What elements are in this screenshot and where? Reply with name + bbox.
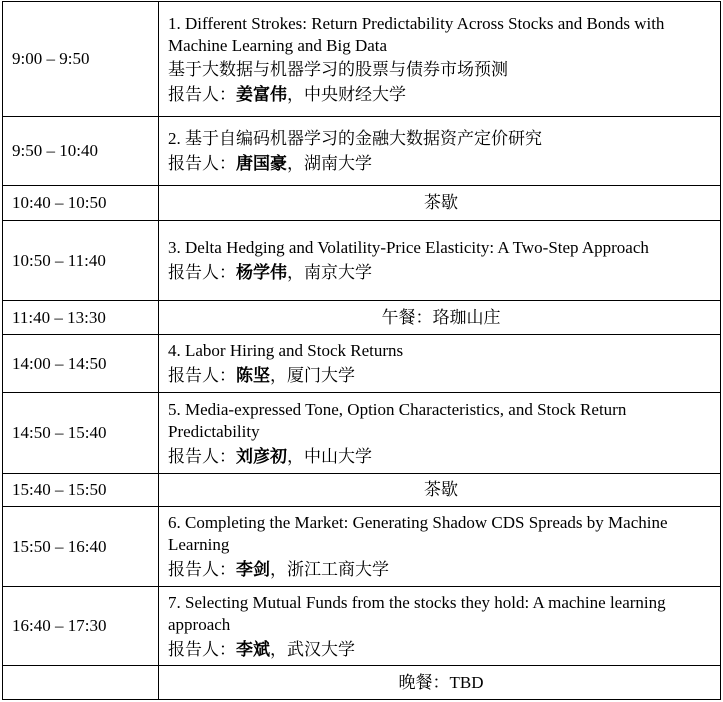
time-cell: 14:50 – 15:40 (3, 393, 159, 474)
speaker-line (168, 559, 714, 581)
talk-cell (159, 221, 721, 301)
speaker-name: 杨学伟 (236, 263, 287, 282)
time-cell: 15:40 – 15:50 (3, 474, 159, 507)
speaker-name: 李剑 (236, 560, 270, 579)
speaker-name: 姜富伟 (236, 84, 287, 104)
talk-title: 5. Media-expressed Tone, Option Characteristics, and Stock Return Predictability (168, 399, 627, 441)
speaker-name: 刘彦初 (236, 446, 287, 466)
talk-title: 3. Delta Hedging and Volatility-Price Elasticity: A Two-Step Approach (168, 238, 649, 257)
schedule-table (2, 1, 721, 700)
table-row (3, 2, 721, 117)
table-row (3, 666, 721, 700)
talk-cell (159, 2, 721, 117)
time-cell: 9:50 – 10:40 (3, 117, 159, 186)
talk-cell (159, 117, 721, 186)
speaker-name: 陈坚 (236, 366, 270, 385)
speaker-affiliation: ，中山大学 (287, 446, 372, 466)
speaker-prefix: 报告人： (168, 366, 236, 385)
speaker-affiliation: ，中央财经大学 (287, 84, 406, 104)
speaker-prefix: 报告人： (168, 560, 236, 579)
speaker-prefix: 报告人： (168, 84, 236, 104)
speaker-affiliation: ，浙江工商大学 (270, 560, 389, 579)
table-row (3, 507, 721, 587)
speaker-prefix: 报告人： (168, 153, 236, 173)
lunch-event: 午餐：珞珈山庄 (159, 301, 721, 335)
time-cell (3, 666, 159, 700)
speaker-line (168, 262, 714, 284)
talk-title: 1. Different Strokes: Return Predictability Across Stocks and Bonds with Machine Learning and Big Data (168, 13, 665, 55)
speaker-name: 李斌 (236, 639, 270, 659)
speaker-prefix: 报告人： (168, 446, 236, 466)
speaker-name: 唐国豪 (236, 153, 287, 173)
time-cell: 15:50 – 16:40 (3, 507, 159, 587)
time-cell: 10:50 – 11:40 (3, 221, 159, 301)
speaker-prefix: 报告人： (168, 639, 236, 659)
table-row (3, 186, 721, 221)
speaker-affiliation: ，湖南大学 (287, 153, 372, 173)
time-cell: 10:40 – 10:50 (3, 186, 159, 221)
talk-cell (159, 507, 721, 587)
speaker-affiliation: ，厦门大学 (270, 366, 355, 385)
table-row (3, 335, 721, 393)
time-cell: 11:40 – 13:30 (3, 301, 159, 335)
talk-cell (159, 587, 721, 666)
speaker-line (168, 84, 714, 106)
time-cell: 16:40 – 17:30 (3, 587, 159, 666)
speaker-line (168, 639, 714, 661)
talk-title: 2. 基于自编码机器学习的金融大数据资产定价研究 (168, 128, 542, 148)
talk-title-chinese: 基于大数据与机器学习的股票与债券市场预测 (168, 59, 508, 79)
break-event: 茶歇 (159, 474, 721, 507)
talk-title: 6. Completing the Market: Generating Shadow CDS Spreads by Machine Learning (168, 513, 668, 554)
speaker-line (168, 446, 714, 468)
talk-title: 4. Labor Hiring and Stock Returns (168, 341, 404, 360)
speaker-line (168, 153, 714, 175)
table-row (3, 393, 721, 474)
table-row (3, 587, 721, 666)
dinner-event: 晚餐：TBD (159, 666, 721, 700)
table-row (3, 117, 721, 186)
table-row (3, 221, 721, 301)
talk-cell (159, 335, 721, 393)
break-event: 茶歇 (159, 186, 721, 221)
talk-cell (159, 393, 721, 474)
speaker-prefix: 报告人： (168, 263, 236, 282)
time-cell: 14:00 – 14:50 (3, 335, 159, 393)
table-row (3, 474, 721, 507)
time-cell: 9:00 – 9:50 (3, 2, 159, 117)
speaker-affiliation: ，南京大学 (287, 263, 372, 282)
table-row (3, 301, 721, 335)
speaker-affiliation: ，武汉大学 (270, 639, 355, 659)
talk-title: 7. Selecting Mutual Funds from the stocks they hold: A machine learning approach (168, 592, 666, 634)
speaker-line (168, 365, 714, 387)
